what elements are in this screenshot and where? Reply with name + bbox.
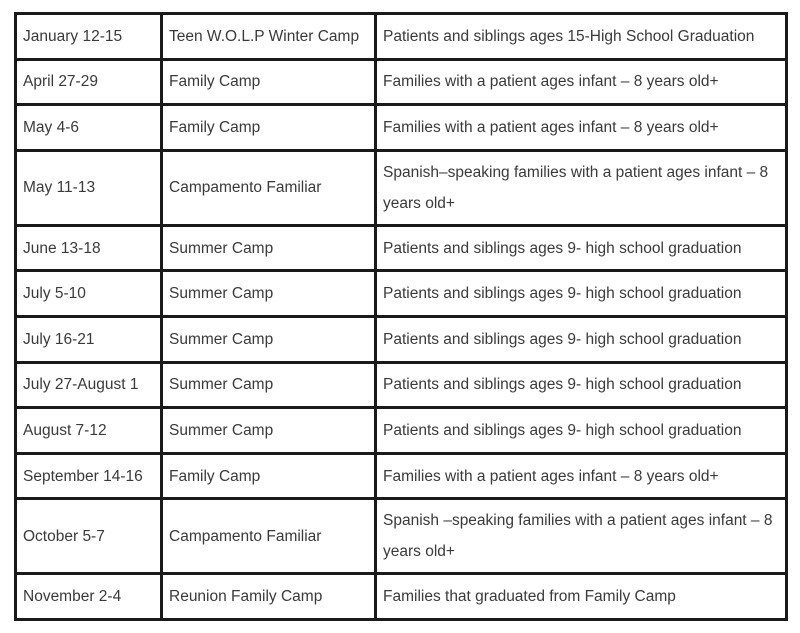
table-row <box>16 105 787 151</box>
table-row <box>16 499 787 574</box>
audience-cell: Patients and siblings ages 9- high school graduation <box>376 271 787 317</box>
date-cell: May 11-13 <box>16 150 162 225</box>
program-cell: Campamento Familiar <box>162 150 376 225</box>
table-row <box>16 150 787 225</box>
audience-cell: Patients and siblings ages 9- high school graduation <box>376 362 787 408</box>
audience-cell: Families with a patient ages infant – 8 years old+ <box>376 59 787 105</box>
audience-cell: Patients and siblings ages 9- high school graduation <box>376 225 787 271</box>
audience-cell: Patients and siblings ages 9- high school graduation <box>376 316 787 362</box>
table-row <box>16 453 787 499</box>
table-row <box>16 271 787 317</box>
program-cell: Summer Camp <box>162 225 376 271</box>
audience-cell: Families with a patient ages infant – 8 years old+ <box>376 453 787 499</box>
table-row <box>16 316 787 362</box>
date-cell: September 14-16 <box>16 453 162 499</box>
program-cell: Summer Camp <box>162 316 376 362</box>
date-cell: May 4-6 <box>16 105 162 151</box>
program-cell: Family Camp <box>162 105 376 151</box>
program-cell: Summer Camp <box>162 408 376 454</box>
table-row <box>16 14 787 60</box>
audience-cell: Spanish–speaking families with a patient ages infant – 8 years old+ <box>376 150 787 225</box>
audience-cell: Families that graduated from Family Camp <box>376 574 787 620</box>
table-row <box>16 574 787 620</box>
audience-cell: Spanish –speaking families with a patient ages infant – 8 years old+ <box>376 499 787 574</box>
audience-cell: Patients and siblings ages 15-High School Graduation <box>376 14 787 60</box>
program-cell: Campamento Familiar <box>162 499 376 574</box>
date-cell: January 12-15 <box>16 14 162 60</box>
date-cell: April 27-29 <box>16 59 162 105</box>
date-cell: June 13-18 <box>16 225 162 271</box>
table-row <box>16 362 787 408</box>
audience-cell: Patients and siblings ages 9- high school graduation <box>376 408 787 454</box>
program-cell: Family Camp <box>162 59 376 105</box>
date-cell: November 2-4 <box>16 574 162 620</box>
date-cell: July 27-August 1 <box>16 362 162 408</box>
table-row <box>16 408 787 454</box>
table-row <box>16 59 787 105</box>
audience-cell: Families with a patient ages infant – 8 years old+ <box>376 105 787 151</box>
date-cell: October 5-7 <box>16 499 162 574</box>
camp-schedule-table <box>14 12 788 621</box>
date-cell: August 7-12 <box>16 408 162 454</box>
program-cell: Reunion Family Camp <box>162 574 376 620</box>
date-cell: July 16-21 <box>16 316 162 362</box>
program-cell: Summer Camp <box>162 271 376 317</box>
program-cell: Teen W.O.L.P Winter Camp <box>162 14 376 60</box>
program-cell: Family Camp <box>162 453 376 499</box>
table-row <box>16 225 787 271</box>
date-cell: July 5-10 <box>16 271 162 317</box>
program-cell: Summer Camp <box>162 362 376 408</box>
